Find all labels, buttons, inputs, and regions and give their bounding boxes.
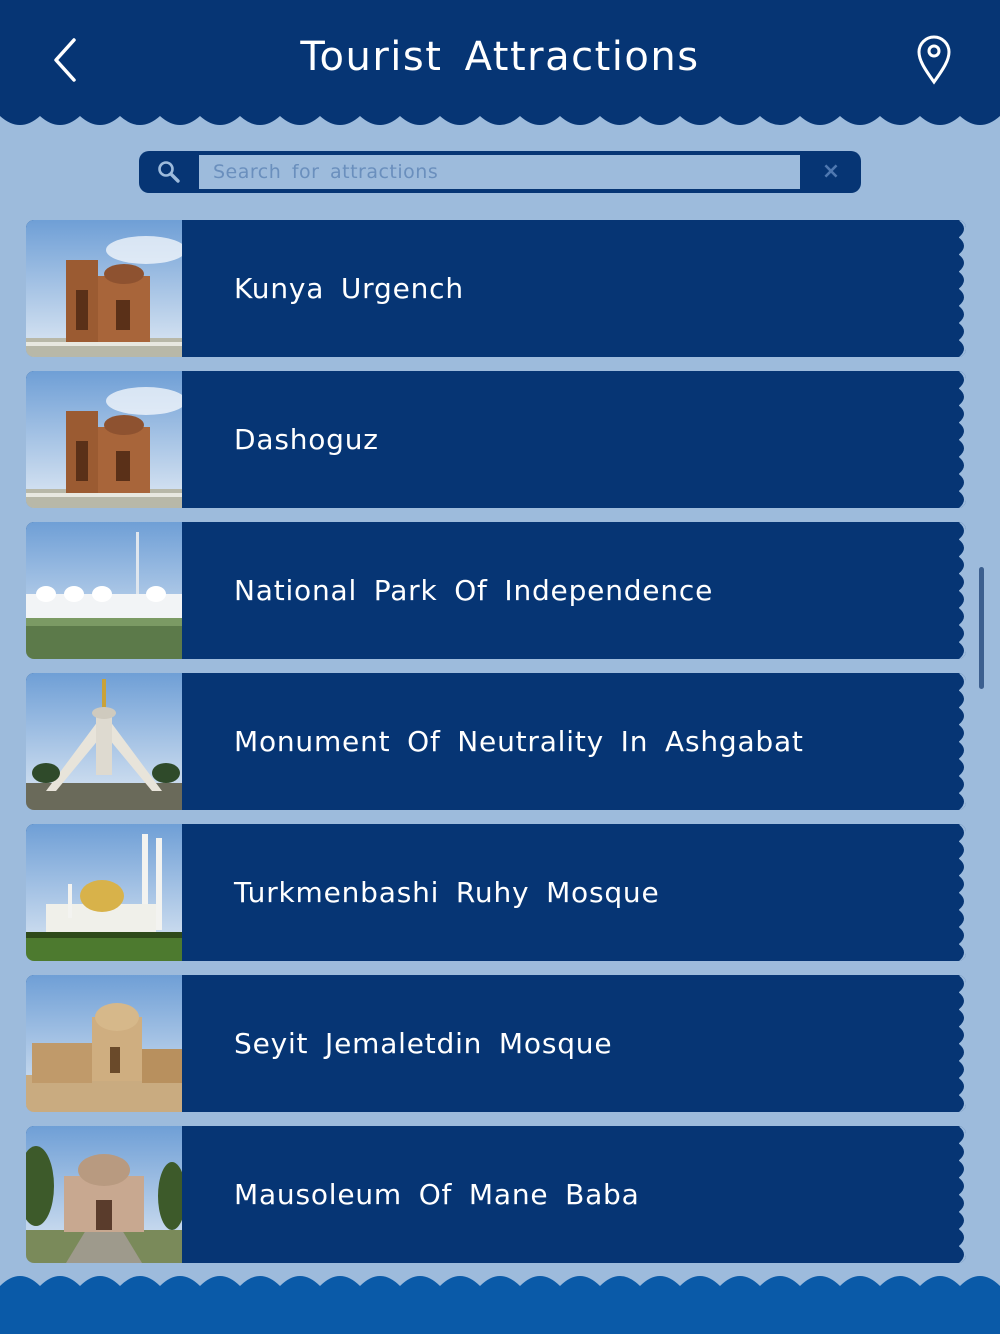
attraction-row[interactable] [26,673,966,810]
attraction-thumbnail [26,673,182,810]
golden-dome-mosque-photo [26,824,182,961]
ruined-mosque-photo [26,975,182,1112]
row-scallop-edge [957,824,966,961]
search-bar [139,151,861,193]
map-button[interactable] [912,32,956,88]
attraction-thumbnail [26,522,182,659]
map-pin-icon [912,32,956,88]
attraction-label: Mausoleum Of Mane Baba [234,1178,640,1211]
white-domes-tower-photo [26,522,182,659]
search-icon [157,160,181,184]
page-title: Tourist Attractions [300,34,700,80]
row-scallop-edge [957,975,966,1112]
attraction-row[interactable] [26,220,966,357]
header-scallop-edge [0,112,1000,130]
attraction-row[interactable] [26,824,966,961]
attraction-row[interactable] [26,975,966,1112]
attraction-thumbnail [26,975,182,1112]
attraction-thumbnail [26,1126,182,1263]
brick-mausoleum-photo [26,220,182,357]
row-scallop-edge [957,1126,966,1263]
attraction-label: National Park Of Independence [234,574,714,607]
attraction-list [26,220,966,1277]
attraction-row[interactable] [26,522,966,659]
attraction-row[interactable] [26,371,966,508]
row-scallop-edge [957,522,966,659]
footer-wave [0,1272,1000,1334]
attraction-row[interactable] [26,1126,966,1263]
attraction-thumbnail [26,824,182,961]
attraction-label: Dashoguz [234,423,379,456]
row-scallop-edge [957,371,966,508]
clear-search-button[interactable]: × [821,159,841,184]
row-scallop-edge [957,220,966,357]
search-input[interactable] [199,155,800,189]
row-scallop-edge [957,673,966,810]
attraction-thumbnail [26,220,182,357]
attraction-label: Kunya Urgench [234,272,464,305]
app-header [0,0,1000,114]
attraction-label: Monument Of Neutrality In Ashgabat [234,725,804,758]
domed-mausoleum-photo [26,1126,182,1263]
attraction-thumbnail [26,371,182,508]
attraction-label: Seyit Jemaletdin Mosque [234,1027,613,1060]
brick-mausoleum-photo [26,371,182,508]
tripod-monument-photo [26,673,182,810]
attraction-label: Turkmenbashi Ruhy Mosque [234,876,660,909]
scrollbar[interactable] [979,567,984,689]
